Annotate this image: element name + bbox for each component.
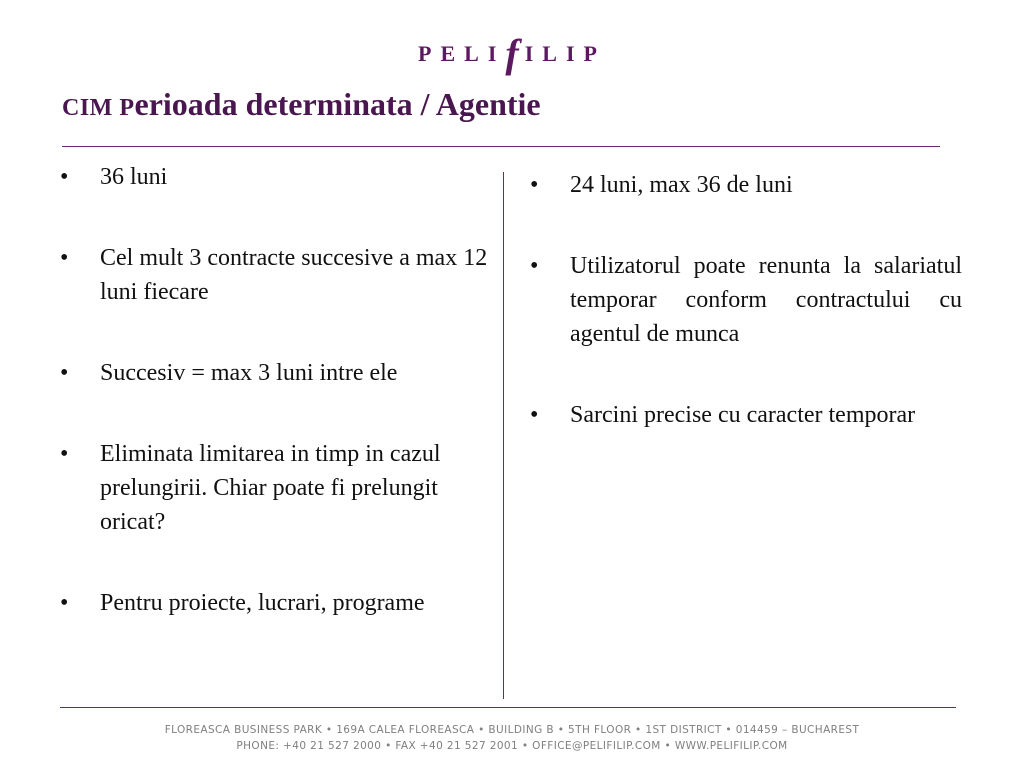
bullet-icon: • bbox=[60, 164, 69, 190]
list-item-text: Utilizatorul poate renunta la salariatul temporar conform contractului cu agentul de munca bbox=[570, 253, 962, 347]
bullet-icon: • bbox=[530, 402, 539, 428]
slide-title-prefix: CIM P bbox=[62, 95, 135, 121]
list-item-text: Cel mult 3 contracte succesive a max 12 luni fiecare bbox=[100, 245, 488, 305]
list-item bbox=[60, 241, 492, 309]
list-item-text: 24 luni, max 36 de luni bbox=[570, 172, 793, 198]
list-item-text: Succesiv = max 3 luni intre ele bbox=[100, 360, 398, 386]
footer-address: FLOREASCA BUSINESS PARK • 169A CALEA FLOREASCA • BUILDING B • 5TH FLOOR • 1ST DISTRICT • 014459 – BUCHAREST bbox=[164, 724, 860, 736]
list-item bbox=[530, 398, 962, 432]
brand-logo bbox=[0, 24, 1024, 76]
list-item-text: Pentru proiecte, lucrari, programe bbox=[100, 590, 425, 616]
brand-logo-left: PELI bbox=[418, 41, 506, 66]
list-item bbox=[60, 160, 492, 194]
column-divider bbox=[503, 172, 504, 699]
bullet-icon: • bbox=[60, 441, 69, 467]
bullet-icon: • bbox=[530, 172, 539, 198]
slide-title-text: erioada determinata / Agentie bbox=[134, 86, 541, 122]
list-item-text: Eliminata limitarea in timp in cazul prelungirii. Chiar poate fi prelungit oricat? bbox=[100, 441, 441, 535]
right-column bbox=[530, 168, 962, 479]
brand-logo-right: ILIP bbox=[524, 41, 606, 66]
left-column bbox=[60, 160, 492, 667]
right-bullet-list bbox=[530, 168, 962, 432]
slide-title bbox=[62, 86, 541, 123]
list-item bbox=[530, 168, 962, 202]
list-item bbox=[530, 249, 962, 351]
footer-divider bbox=[60, 707, 956, 708]
list-item bbox=[60, 356, 492, 390]
left-bullet-list bbox=[60, 160, 492, 620]
list-item-text: 36 luni bbox=[100, 164, 168, 190]
bullet-icon: • bbox=[60, 590, 69, 616]
bullet-icon: • bbox=[60, 245, 69, 271]
footer bbox=[0, 722, 1024, 754]
list-item-text: Sarcini precise cu caracter temporar bbox=[570, 402, 916, 428]
title-divider bbox=[62, 146, 940, 147]
list-item bbox=[60, 437, 492, 539]
brand-logo-mark: f bbox=[505, 31, 525, 76]
footer-contact: PHONE: +40 21 527 2000 • FAX +40 21 527 2001 • OFFICE@PELIFILIP.COM • WWW.PELIFILIP.COM bbox=[236, 740, 788, 752]
list-item bbox=[60, 586, 492, 620]
bullet-icon: • bbox=[530, 253, 539, 279]
bullet-icon: • bbox=[60, 360, 69, 386]
